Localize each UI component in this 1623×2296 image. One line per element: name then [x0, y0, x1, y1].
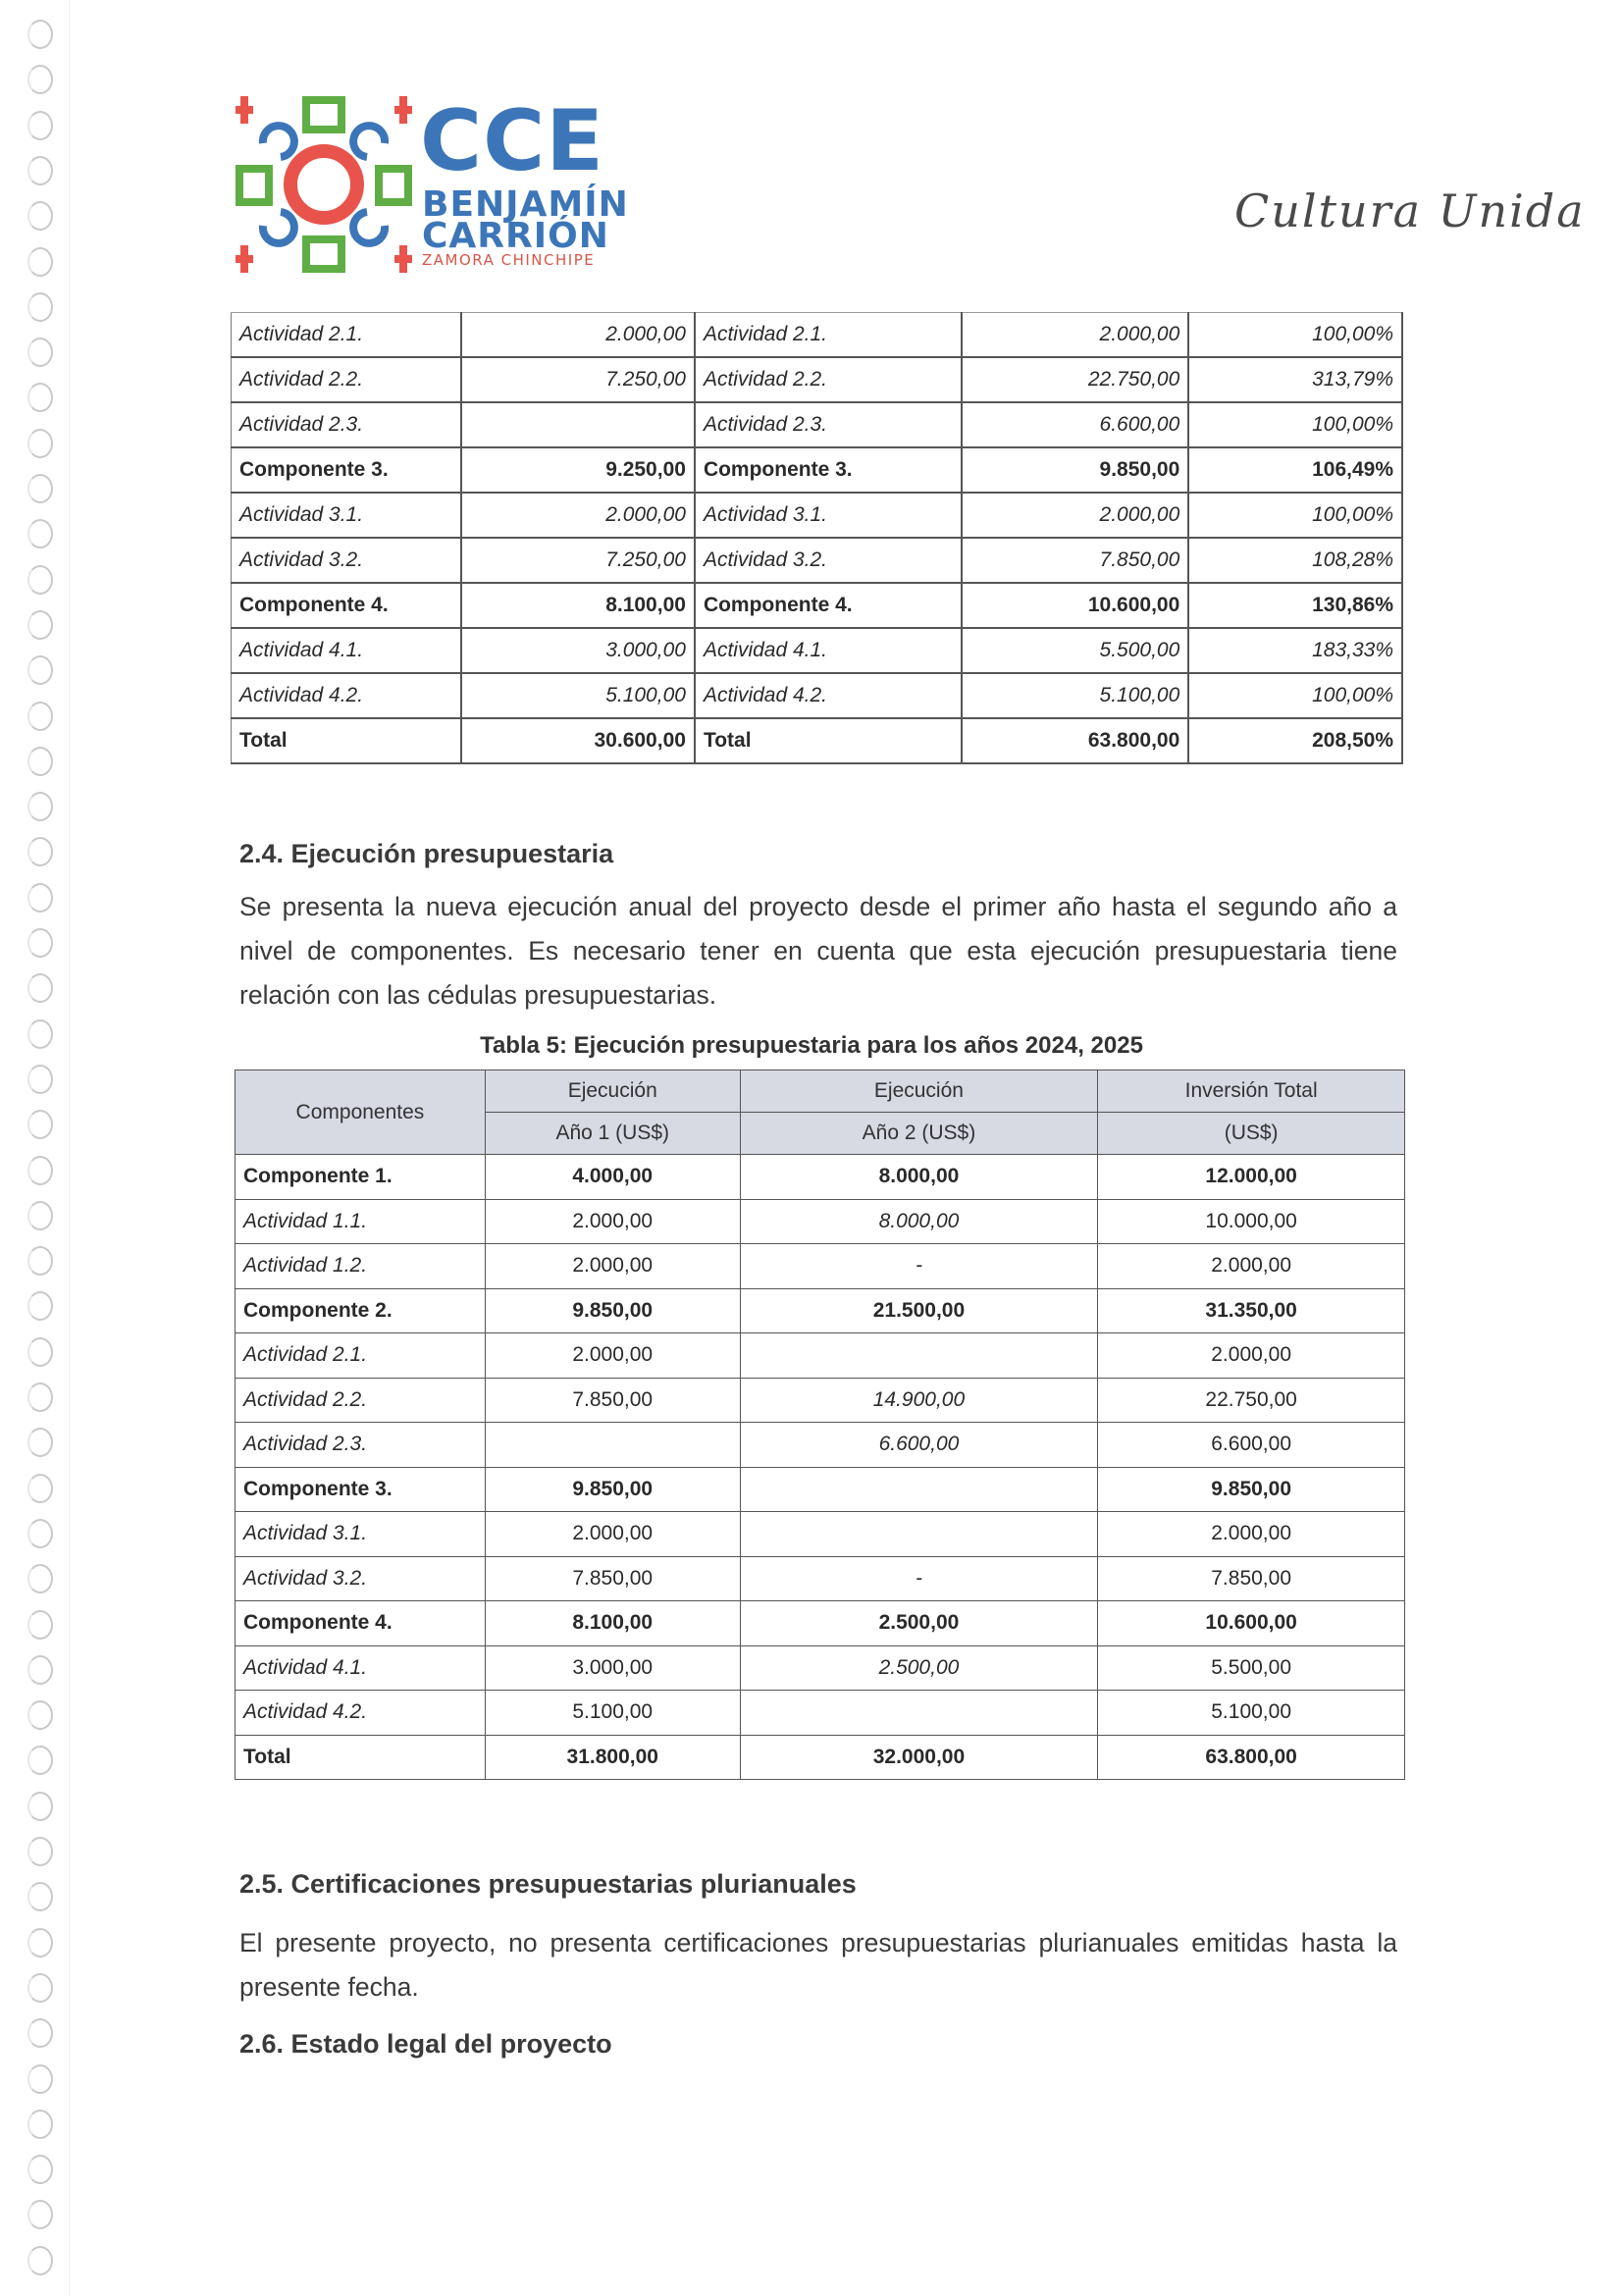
- binder-hole: [27, 1156, 53, 1185]
- binder-hole: [27, 1564, 53, 1593]
- row-label-after: Actividad 2.2.: [695, 357, 962, 402]
- binder-hole: [27, 338, 53, 367]
- row-total: 10.600,00: [1098, 1601, 1405, 1646]
- row-percentage: 100,00%: [1188, 673, 1402, 718]
- row-year1: 4.000,00: [485, 1155, 740, 1200]
- binder-hole: [27, 474, 53, 503]
- row-total: 2.000,00: [1098, 1512, 1405, 1557]
- row-total: 5.100,00: [1098, 1691, 1405, 1736]
- row-value-after: 10.600,00: [962, 583, 1189, 628]
- section-heading-2-6: 2.6. Estado legal del proyecto: [239, 2029, 612, 2059]
- binder-hole: [27, 1882, 53, 1911]
- section-paragraph-2-4: Se presenta la nueva ejecución anual del proyecto desde el primer año hasta el segundo año a nivel de componentes. Es necesario tener en cuenta que esta ejecución presupuestaria tiene relación con las cédulas presupuestarias.: [239, 892, 1397, 1010]
- row-name: Total: [236, 1735, 486, 1780]
- row-label-after: Actividad 2.1.: [695, 313, 962, 358]
- binder-hole: [27, 383, 53, 412]
- binder-hole: [27, 2064, 53, 2094]
- budget-execution-table: [235, 1070, 1405, 1780]
- binder-hole: [27, 1474, 53, 1503]
- binder-hole: [27, 1291, 53, 1321]
- row-name: Actividad 1.2.: [236, 1244, 486, 1289]
- row-year2: 14.900,00: [740, 1378, 1098, 1423]
- row-value-before: 30.600,00: [461, 718, 695, 763]
- table-row: [236, 1378, 1405, 1423]
- row-label-before: Actividad 4.2.: [232, 673, 462, 718]
- cce-logo-mark-icon: [236, 96, 412, 273]
- logo-title: CCE: [420, 92, 604, 190]
- row-total: 7.850,00: [1098, 1556, 1405, 1601]
- binder-hole: [27, 973, 53, 1003]
- binder-hole: [27, 1746, 53, 1775]
- binder-hole: [27, 1428, 53, 1457]
- table-row: [232, 583, 1403, 628]
- row-percentage: 208,50%: [1188, 718, 1402, 763]
- row-label-before: Actividad 2.1.: [232, 313, 462, 358]
- row-value-after: 22.750,00: [962, 357, 1189, 402]
- row-value-after: 2.000,00: [962, 493, 1189, 538]
- row-value-before: 8.100,00: [461, 583, 695, 628]
- table-row: [236, 1645, 1405, 1691]
- table-row: [232, 447, 1403, 493]
- cce-logo: [236, 92, 629, 273]
- row-year2: 8.000,00: [740, 1155, 1098, 1200]
- binder-hole: [27, 928, 53, 958]
- binder-hole: [27, 702, 53, 731]
- row-percentage: 100,00%: [1188, 402, 1402, 447]
- binder-hole: [27, 837, 53, 866]
- binder-hole: [27, 1065, 53, 1094]
- table-row: [232, 673, 1403, 718]
- row-label-before: Componente 4.: [232, 583, 462, 628]
- row-year2: [740, 1333, 1098, 1379]
- table-row: [236, 1288, 1405, 1333]
- binder-hole: [27, 65, 53, 94]
- row-year1: 9.850,00: [485, 1467, 740, 1512]
- header-componentes: Componentes: [236, 1070, 486, 1155]
- binder-hole: [27, 1610, 53, 1640]
- binder-hole: [27, 1837, 53, 1866]
- row-name: Actividad 4.1.: [236, 1645, 486, 1691]
- binder-hole: [27, 156, 53, 185]
- row-label-before: Actividad 2.3.: [232, 402, 462, 447]
- row-value-before: [461, 402, 695, 447]
- binder-hole: [27, 1655, 53, 1685]
- row-label-before: Actividad 4.1.: [232, 628, 462, 673]
- row-total: 12.000,00: [1098, 1155, 1405, 1200]
- row-total: 9.850,00: [1098, 1467, 1405, 1512]
- row-year2: 2.500,00: [740, 1601, 1098, 1646]
- row-value-after: 63.800,00: [962, 718, 1189, 763]
- row-value-before: 7.250,00: [461, 357, 695, 402]
- binder-hole: [27, 20, 53, 49]
- row-label-after: Actividad 4.2.: [695, 673, 962, 718]
- section-paragraph-2-5: El presente proyecto, no presenta certificaciones presupuestarias plurianuales emitidas hasta la presente fecha.: [239, 1928, 1397, 2002]
- table-row: [232, 628, 1403, 673]
- table-row: [236, 1691, 1405, 1736]
- row-percentage: 313,79%: [1188, 357, 1402, 402]
- row-year2: [740, 1512, 1098, 1557]
- row-label-after: Actividad 3.1.: [695, 493, 962, 538]
- row-year1: 3.000,00: [485, 1645, 740, 1691]
- binder-hole: [27, 111, 53, 140]
- row-year1: [485, 1423, 740, 1468]
- row-label-after: Componente 3.: [695, 447, 962, 493]
- slogan: Cultura Unida: [1234, 184, 1586, 237]
- logo-line-2: CARRIÓN: [422, 216, 609, 256]
- row-year1: 2.000,00: [485, 1333, 740, 1379]
- row-value-before: 7.250,00: [461, 538, 695, 583]
- table-row: [232, 357, 1403, 402]
- row-name: Actividad 3.2.: [236, 1556, 486, 1601]
- header-total-bottom: (US$): [1098, 1113, 1405, 1155]
- row-total: 5.500,00: [1098, 1645, 1405, 1691]
- row-value-before: 2.000,00: [461, 313, 695, 358]
- row-year1: 9.850,00: [485, 1288, 740, 1333]
- row-name: Actividad 2.1.: [236, 1333, 486, 1379]
- row-percentage: 106,49%: [1188, 447, 1402, 493]
- row-name: Actividad 2.3.: [236, 1423, 486, 1468]
- binder-hole: [27, 1928, 53, 1957]
- row-label-before: Actividad 3.1.: [232, 493, 462, 538]
- row-year1: 2.000,00: [485, 1512, 740, 1557]
- binder-hole: [27, 2018, 53, 2048]
- row-name: Componente 4.: [236, 1601, 486, 1646]
- row-percentage: 130,86%: [1188, 583, 1402, 628]
- table-row: [236, 1467, 1405, 1512]
- row-total: 10.000,00: [1098, 1199, 1405, 1244]
- row-percentage: 100,00%: [1188, 313, 1402, 358]
- row-label-before: Total: [232, 718, 462, 763]
- header-year1-top: Ejecución: [485, 1070, 740, 1113]
- section-heading-2-4: 2.4. Ejecución presupuestaria: [239, 839, 614, 868]
- binder-hole: [27, 2110, 53, 2139]
- row-percentage: 100,00%: [1188, 493, 1402, 538]
- row-total: 22.750,00: [1098, 1378, 1405, 1423]
- row-year1: 2.000,00: [485, 1199, 740, 1244]
- row-label-after: Componente 4.: [695, 583, 962, 628]
- binder-hole: [27, 1337, 53, 1367]
- table-row: [232, 493, 1403, 538]
- binder-hole: [27, 565, 53, 595]
- row-value-before: 5.100,00: [461, 673, 695, 718]
- row-label-before: Actividad 3.2.: [232, 538, 462, 583]
- comparison-table: [231, 312, 1403, 764]
- table-row: [236, 1423, 1405, 1468]
- row-label-before: Actividad 2.2.: [232, 357, 462, 402]
- row-total: 2.000,00: [1098, 1333, 1405, 1379]
- binder-hole: [27, 292, 53, 322]
- comparison-table-body: [232, 313, 1403, 764]
- row-value-after: 7.850,00: [962, 538, 1189, 583]
- table-row: [236, 1556, 1405, 1601]
- row-name: Componente 1.: [236, 1155, 486, 1200]
- binder-hole: [27, 792, 53, 821]
- section-heading-2-5: 2.5. Certificaciones presupuestarias plurianuales: [239, 1869, 857, 1899]
- row-label-after: Actividad 4.1.: [695, 628, 962, 673]
- row-total: 31.350,00: [1098, 1288, 1405, 1333]
- table-caption: Tabla 5: Ejecución presupuestaria para los años 2024, 2025: [480, 1032, 1143, 1059]
- header-year2-top: Ejecución: [740, 1070, 1098, 1113]
- row-name: Actividad 4.2.: [236, 1691, 486, 1736]
- binder-hole: [27, 1700, 53, 1730]
- binder-hole: [27, 1110, 53, 1139]
- row-year1: 5.100,00: [485, 1691, 740, 1736]
- binder-holes: [22, 20, 61, 2276]
- row-total: 2.000,00: [1098, 1244, 1405, 1289]
- row-value-after: 2.000,00: [962, 313, 1189, 358]
- table-row: [236, 1244, 1405, 1289]
- logo-line-1: BENJAMÍN: [422, 184, 629, 225]
- row-value-after: 6.600,00: [962, 402, 1189, 447]
- row-value-after: 9.850,00: [962, 447, 1189, 493]
- table-row: [236, 1512, 1405, 1557]
- table-row: [232, 402, 1403, 447]
- binder-hole: [27, 1246, 53, 1276]
- row-year2: [740, 1691, 1098, 1736]
- row-name: Componente 2.: [236, 1288, 486, 1333]
- row-year2: 8.000,00: [740, 1199, 1098, 1244]
- header-year2-bottom: Año 2 (US$): [740, 1113, 1098, 1155]
- row-percentage: 183,33%: [1188, 628, 1402, 673]
- header-year1-bottom: Año 1 (US$): [485, 1113, 740, 1155]
- row-year2: 21.500,00: [740, 1288, 1098, 1333]
- binder-hole: [27, 610, 53, 640]
- row-label-after: Actividad 2.3.: [695, 402, 962, 447]
- row-name: Actividad 3.1.: [236, 1512, 486, 1557]
- header-total-top: Inversión Total: [1098, 1070, 1405, 1113]
- binder-hole: [27, 655, 53, 685]
- binder-hole: [27, 201, 53, 231]
- binder-hole: [27, 747, 53, 776]
- table-row: [232, 718, 1403, 763]
- binder-hole: [27, 1973, 53, 2003]
- binder-hole: [27, 519, 53, 548]
- binder-hole: [27, 1383, 53, 1412]
- table-row: [232, 313, 1403, 358]
- row-year1: 8.100,00: [485, 1601, 740, 1646]
- row-year2: 6.600,00: [740, 1423, 1098, 1468]
- binder-hole: [27, 2200, 53, 2229]
- table-row: [236, 1735, 1405, 1780]
- binder-hole: [27, 1519, 53, 1548]
- row-name: Actividad 1.1.: [236, 1199, 486, 1244]
- row-percentage: 108,28%: [1188, 538, 1402, 583]
- logo-subtitle: ZAMORA CHINCHIPE: [422, 251, 596, 269]
- row-total: 6.600,00: [1098, 1423, 1405, 1468]
- row-year1: 7.850,00: [485, 1378, 740, 1423]
- row-total: 63.800,00: [1098, 1735, 1405, 1780]
- binder-hole: [27, 1201, 53, 1230]
- binder-hole: [27, 883, 53, 913]
- table-row: [236, 1155, 1405, 1200]
- row-value-before: 2.000,00: [461, 493, 695, 538]
- row-name: Componente 3.: [236, 1467, 486, 1512]
- binder-hole: [27, 2155, 53, 2184]
- table-row: [236, 1199, 1405, 1244]
- row-year2: 2.500,00: [740, 1645, 1098, 1691]
- row-name: Actividad 2.2.: [236, 1378, 486, 1423]
- row-year1: 7.850,00: [485, 1556, 740, 1601]
- binder-hole: [27, 1792, 53, 1821]
- binder-hole: [27, 429, 53, 458]
- row-label-before: Componente 3.: [232, 447, 462, 493]
- row-year1: 31.800,00: [485, 1735, 740, 1780]
- table-row: [232, 538, 1403, 583]
- row-value-before: 3.000,00: [461, 628, 695, 673]
- binder-hole: [27, 2246, 53, 2275]
- table-row: [236, 1601, 1405, 1646]
- table-row: [236, 1333, 1405, 1379]
- row-label-after: Actividad 3.2.: [695, 538, 962, 583]
- row-label-after: Total: [695, 718, 962, 763]
- row-year2: -: [740, 1244, 1098, 1289]
- row-year2: [740, 1467, 1098, 1512]
- budget-execution-table-body: [236, 1155, 1405, 1780]
- row-year2: 32.000,00: [740, 1735, 1098, 1780]
- row-value-after: 5.500,00: [962, 628, 1189, 673]
- row-value-before: 9.250,00: [461, 447, 695, 493]
- page-edge: [69, 0, 70, 2296]
- row-value-after: 5.100,00: [962, 673, 1189, 718]
- row-year1: 2.000,00: [485, 1244, 740, 1289]
- row-year2: -: [740, 1556, 1098, 1601]
- binder-hole: [27, 247, 53, 277]
